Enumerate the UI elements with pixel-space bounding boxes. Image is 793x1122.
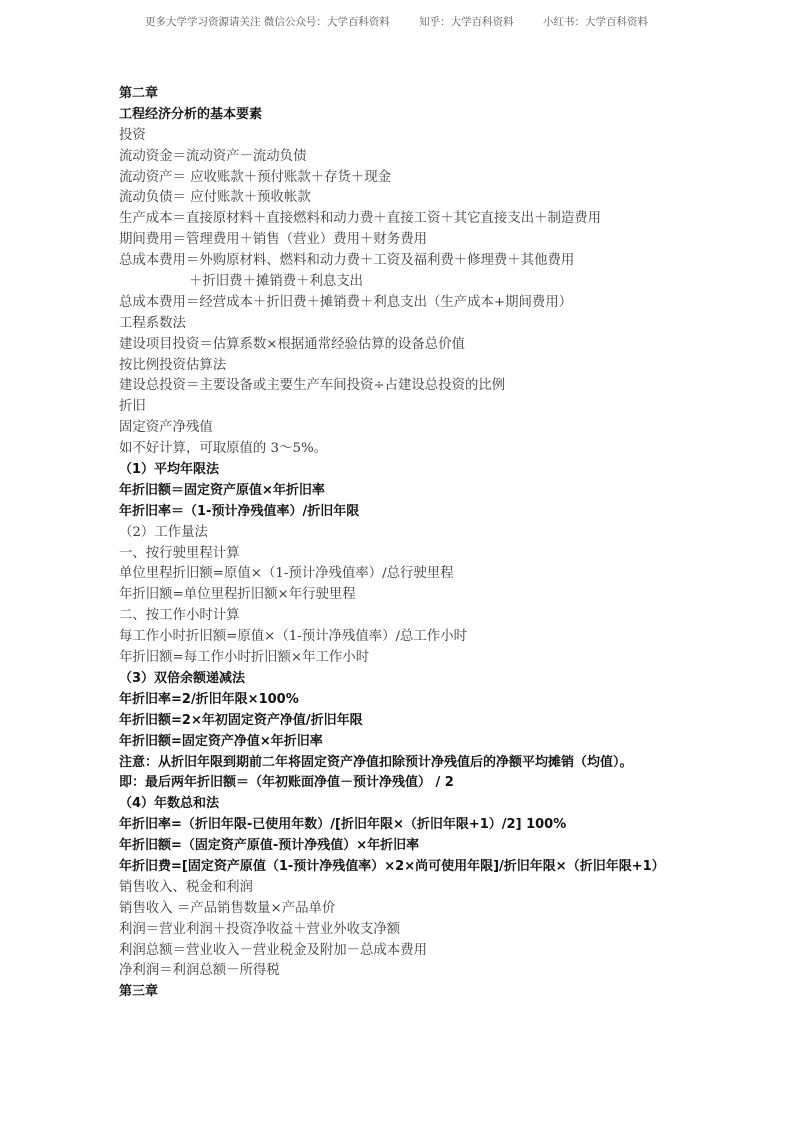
- text-line: 总成本费用＝经营成本＋折旧费＋摊销费＋利息支出（生产成本+期间费用）: [119, 294, 573, 310]
- text-line: 建设项目投资＝估算系数×根据通常经验估算的设备总价值: [119, 336, 465, 352]
- text-line: 二、按工作小时计算: [119, 608, 240, 624]
- heading-line: 年折旧率=2/折旧年限×100%: [119, 691, 299, 707]
- heading-line: （1）平均年限法: [119, 462, 220, 478]
- heading-line: 年折旧额=固定资产净值×年折旧率: [119, 733, 323, 749]
- heading-line: 第三章: [119, 984, 159, 1000]
- text-line: 生产成本＝直接原材料＋直接燃料和动力费＋直接工资＋其它直接支出＋制造费用: [119, 211, 602, 227]
- heading-line: 注意：从折旧年限到期前二年将固定资产净值扣除预计净残值后的净额平均摊销（均值）。: [119, 754, 633, 770]
- page-header: [0, 14, 793, 29]
- text-line: 如不好计算，可取原值的 3～5%。: [119, 441, 328, 457]
- heading-line: 年折旧率=（折旧年限-已使用年数）/[折旧年限×（折旧年限+1）/2] 100%: [119, 817, 567, 833]
- text-line: 投资: [119, 127, 146, 143]
- heading-line: 年折旧费=[固定资产原值（1-预计净残值率）×2×尚可使用年限]/折旧年限×（折旧年限+1）: [119, 858, 665, 874]
- heading-line: 年折旧额＝固定资产原值×年折旧率: [119, 482, 325, 498]
- text-line: （2）工作量法: [119, 524, 208, 540]
- text-line: 流动负债＝ 应付账款＋预收帐款: [119, 190, 311, 206]
- text-line: 工程系数法: [119, 315, 186, 331]
- text-line: 年折旧额=单位里程折旧额×年行驶里程: [119, 587, 356, 603]
- header-promo: 更多大学学习资源请关注 微信公众号：大学百科资料: [144, 16, 390, 28]
- text-line: 净利润＝利润总额－所得税: [119, 963, 280, 979]
- header-zhihu: 知乎：大学百科资料: [419, 16, 514, 28]
- heading-line: 即：最后两年折旧额＝（年初账面净值－预计净残值） / 2: [119, 775, 454, 791]
- text-line: 利润总额＝营业收入－营业税金及附加－总成本费用: [119, 942, 427, 958]
- text-line: 每工作小时折旧额=原值×（1-预计净残值率）/总工作小时: [119, 629, 467, 645]
- heading-line: 年折旧额=2×年初固定资产净值/折旧年限: [119, 712, 363, 728]
- text-line: 固定资产净残值: [119, 420, 213, 436]
- heading-line: 年折旧额=（固定资产原值-预计净残值）×年折旧率: [119, 838, 420, 854]
- heading-line: 工程经济分析的基本要素: [119, 106, 263, 122]
- text-line: 一、按行驶里程计算: [119, 545, 240, 561]
- text-line: 建设总投资＝主要设备或主要生产车间投资÷占建设总投资的比例: [119, 378, 506, 394]
- text-line: 单位里程折旧额=原值×（1-预计净残值率）/总行驶里程: [119, 566, 454, 582]
- text-line: 利润＝营业利润＋投资净收益＋营业外收支净额: [119, 921, 401, 937]
- text-line: 按比例投资估算法: [119, 357, 227, 373]
- text-line: ＋折旧费＋摊销费＋利息支出: [189, 274, 364, 290]
- text-line: 总成本费用＝外购原材料、燃料和动力费＋工资及福利费＋修理费＋其他费用: [119, 253, 575, 269]
- text-line: 年折旧额=每工作小时折旧额×年工作小时: [119, 650, 370, 666]
- header-xiaohongshu: 小红书：大学百科资料: [543, 16, 649, 28]
- text-line: 销售收入、税金和利润: [119, 879, 253, 895]
- heading-line: 第二章: [119, 86, 159, 101]
- text-line: 折旧: [119, 399, 146, 415]
- heading-line: 年折旧率＝（1-预计净残值率）/折旧年限: [119, 503, 360, 519]
- text-line: 销售收入 ＝产品销售数量×产品单价: [119, 900, 336, 916]
- document-body: [119, 84, 719, 1003]
- text-line: 期间费用＝管理费用＋销售（营业）费用＋财务费用: [119, 232, 427, 248]
- heading-line: （4）年数总和法: [119, 796, 220, 812]
- heading-line: （3）双倍余额递减法: [119, 670, 246, 686]
- text-line: 流动资产＝ 应收账款＋预付账款＋存货＋现金: [119, 169, 392, 185]
- text-line: 流动资金＝流动资产－流动负债: [119, 148, 307, 164]
